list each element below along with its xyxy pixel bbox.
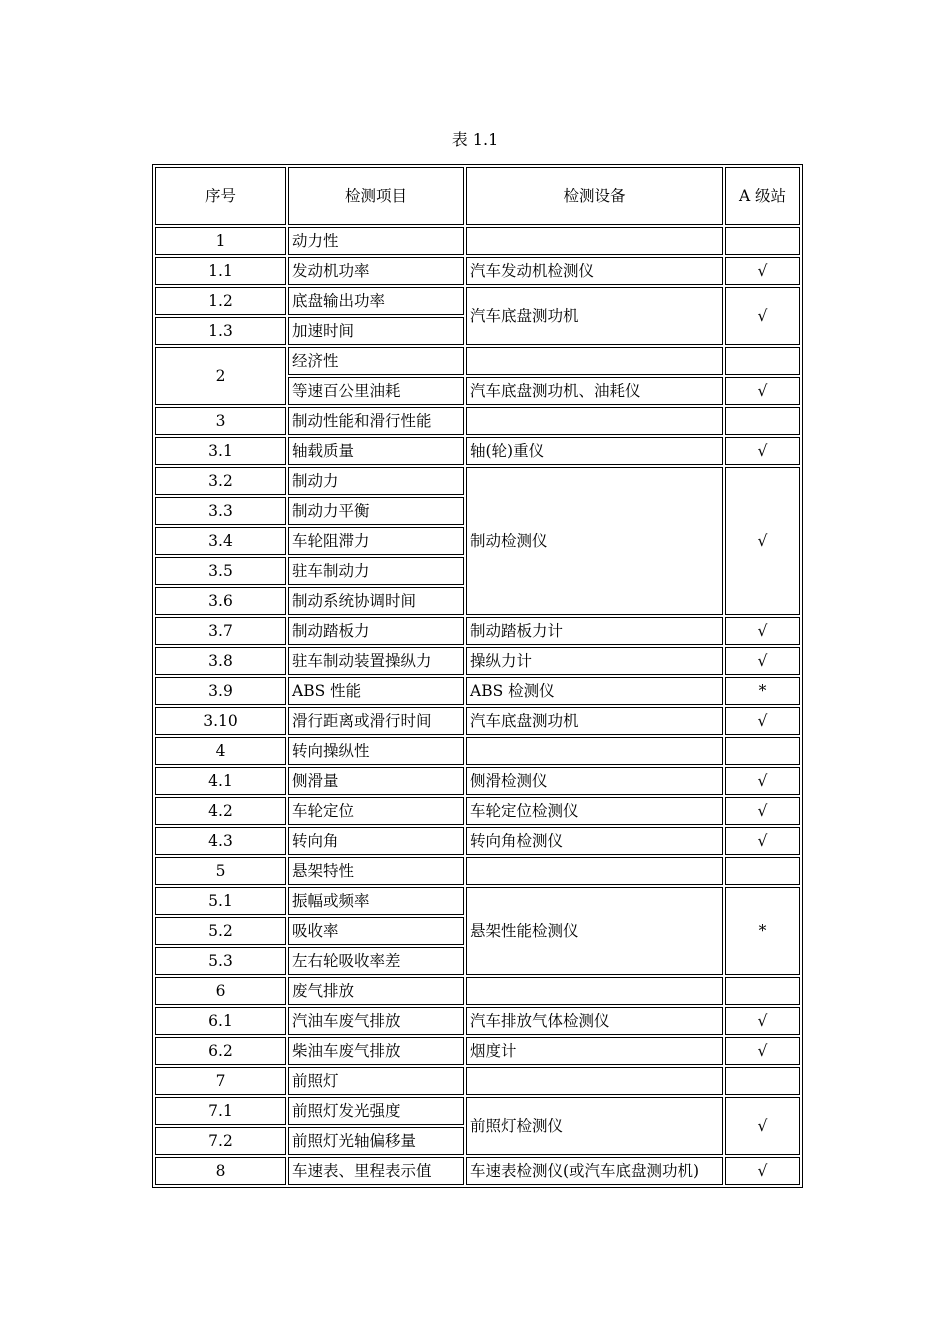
cell-item: 底盘输出功率 [288,287,464,315]
cell-grade-a: √ [725,257,800,285]
table-row [155,857,800,885]
table-row [155,707,800,735]
cell-no: 8 [155,1157,286,1185]
cell-item: 柴油车废气排放 [288,1037,464,1065]
cell-equipment: 车速表检测仪(或汽车底盘测功机) [466,1157,723,1185]
cell-equipment [466,347,723,375]
cell-equipment [466,227,723,255]
table-row [155,287,800,315]
table-caption: 表 1.1 [451,130,499,149]
cell-item: 悬架特性 [288,857,464,885]
cell-no: 1.2 [155,287,286,315]
cell-equipment: 制动检测仪 [466,467,723,615]
cell-no: 4 [155,737,286,765]
cell-grade-a [725,977,800,1005]
header-equipment: 检测设备 [466,167,723,225]
cell-equipment: 汽车底盘测功机、油耗仪 [466,377,723,405]
cell-no: 3 [155,407,286,435]
cell-equipment: 转向角检测仪 [466,827,723,855]
table-row [155,767,800,795]
cell-item: 车轮阻滞力 [288,527,464,555]
cell-grade-a: √ [725,827,800,855]
cell-item: 制动性能和滑行性能 [288,407,464,435]
table-row [155,677,800,705]
cell-equipment: 汽车发动机检测仪 [466,257,723,285]
cell-no: 2 [155,347,286,405]
cell-no: 3.3 [155,497,286,525]
cell-item: 废气排放 [288,977,464,1005]
cell-grade-a [725,737,800,765]
cell-item: 轴载质量 [288,437,464,465]
cell-grade-a: √ [725,647,800,675]
cell-item: 前照灯发光强度 [288,1097,464,1125]
cell-equipment: 轴(轮)重仪 [466,437,723,465]
cell-item: 前照灯光轴偏移量 [288,1127,464,1155]
cell-equipment: ABS 检测仪 [466,677,723,705]
cell-item: 加速时间 [288,317,464,345]
cell-no: 6.1 [155,1007,286,1035]
cell-no: 3.8 [155,647,286,675]
cell-item: 车轮定位 [288,797,464,825]
header-no: 序号 [155,167,286,225]
table-row [155,797,800,825]
cell-no: 7 [155,1067,286,1095]
cell-equipment [466,737,723,765]
cell-item: ABS 性能 [288,677,464,705]
cell-item: 转向角 [288,827,464,855]
cell-grade-a: √ [725,1157,800,1185]
cell-item: 吸收率 [288,917,464,945]
cell-grade-a: √ [725,767,800,795]
table-row [155,437,800,465]
table-row [155,617,800,645]
cell-equipment [466,857,723,885]
cell-no: 1.3 [155,317,286,345]
cell-no: 5 [155,857,286,885]
cell-no: 3.4 [155,527,286,555]
cell-grade-a: * [725,887,800,975]
cell-grade-a: * [725,677,800,705]
cell-no: 6 [155,977,286,1005]
cell-item: 驻车制动力 [288,557,464,585]
cell-equipment: 汽车底盘测功机 [466,707,723,735]
cell-grade-a: √ [725,287,800,345]
cell-item: 动力性 [288,227,464,255]
cell-equipment: 悬架性能检测仪 [466,887,723,975]
cell-equipment [466,407,723,435]
cell-item: 发动机功率 [288,257,464,285]
header-row [155,167,800,225]
cell-no: 1 [155,227,286,255]
inspection-table [152,164,803,1188]
cell-equipment: 前照灯检测仪 [466,1097,723,1155]
cell-no: 3.7 [155,617,286,645]
cell-no: 3.10 [155,707,286,735]
cell-item: 制动踏板力 [288,617,464,645]
cell-item: 振幅或频率 [288,887,464,915]
header-grade-a: A 级站 [725,167,800,225]
table-row [155,737,800,765]
cell-grade-a: √ [725,1097,800,1155]
table-body [155,227,800,1185]
cell-item: 经济性 [288,347,464,375]
cell-equipment: 汽车排放气体检测仪 [466,1007,723,1035]
cell-grade-a [725,227,800,255]
cell-equipment: 操纵力计 [466,647,723,675]
cell-item: 前照灯 [288,1067,464,1095]
cell-grade-a: √ [725,617,800,645]
cell-item: 驻车制动装置操纵力 [288,647,464,675]
table-row [155,1037,800,1065]
table-row [155,827,800,855]
cell-no: 5.2 [155,917,286,945]
cell-no: 4.3 [155,827,286,855]
header-item: 检测项目 [288,167,464,225]
table-row [155,347,800,375]
cell-grade-a: √ [725,377,800,405]
cell-grade-a [725,857,800,885]
cell-item: 左右轮吸收率差 [288,947,464,975]
cell-no: 7.2 [155,1127,286,1155]
cell-equipment: 车轮定位检测仪 [466,797,723,825]
cell-grade-a: √ [725,707,800,735]
cell-item: 制动力平衡 [288,497,464,525]
cell-item: 汽油车废气排放 [288,1007,464,1035]
cell-no: 1.1 [155,257,286,285]
cell-grade-a: √ [725,437,800,465]
cell-grade-a: √ [725,797,800,825]
cell-no: 3.9 [155,677,286,705]
table-row [155,977,800,1005]
cell-no: 3.1 [155,437,286,465]
cell-item: 滑行距离或滑行时间 [288,707,464,735]
cell-equipment: 侧滑检测仪 [466,767,723,795]
table-row [155,647,800,675]
table-row [155,1007,800,1035]
table-row [155,407,800,435]
cell-grade-a: √ [725,1007,800,1035]
table-row [155,1067,800,1095]
cell-grade-a: √ [725,1037,800,1065]
cell-equipment [466,1067,723,1095]
cell-item: 等速百公里油耗 [288,377,464,405]
table-row [155,1157,800,1185]
table-row [155,1097,800,1125]
cell-item: 侧滑量 [288,767,464,795]
cell-no: 4.2 [155,797,286,825]
cell-item: 转向操纵性 [288,737,464,765]
cell-item: 车速表、里程表示值 [288,1157,464,1185]
cell-item: 制动力 [288,467,464,495]
cell-item: 制动系统协调时间 [288,587,464,615]
cell-no: 7.1 [155,1097,286,1125]
cell-equipment: 烟度计 [466,1037,723,1065]
cell-grade-a [725,347,800,375]
cell-no: 3.2 [155,467,286,495]
cell-grade-a: √ [725,467,800,615]
cell-equipment [466,977,723,1005]
cell-no: 3.5 [155,557,286,585]
cell-no: 3.6 [155,587,286,615]
cell-no: 5.1 [155,887,286,915]
cell-no: 4.1 [155,767,286,795]
cell-no: 6.2 [155,1037,286,1065]
table-row [155,227,800,255]
table-row [155,257,800,285]
cell-grade-a [725,407,800,435]
table-row [155,467,800,495]
cell-grade-a [725,1067,800,1095]
cell-equipment: 制动踏板力计 [466,617,723,645]
table-row [155,887,800,915]
cell-no: 5.3 [155,947,286,975]
cell-equipment: 汽车底盘测功机 [466,287,723,345]
